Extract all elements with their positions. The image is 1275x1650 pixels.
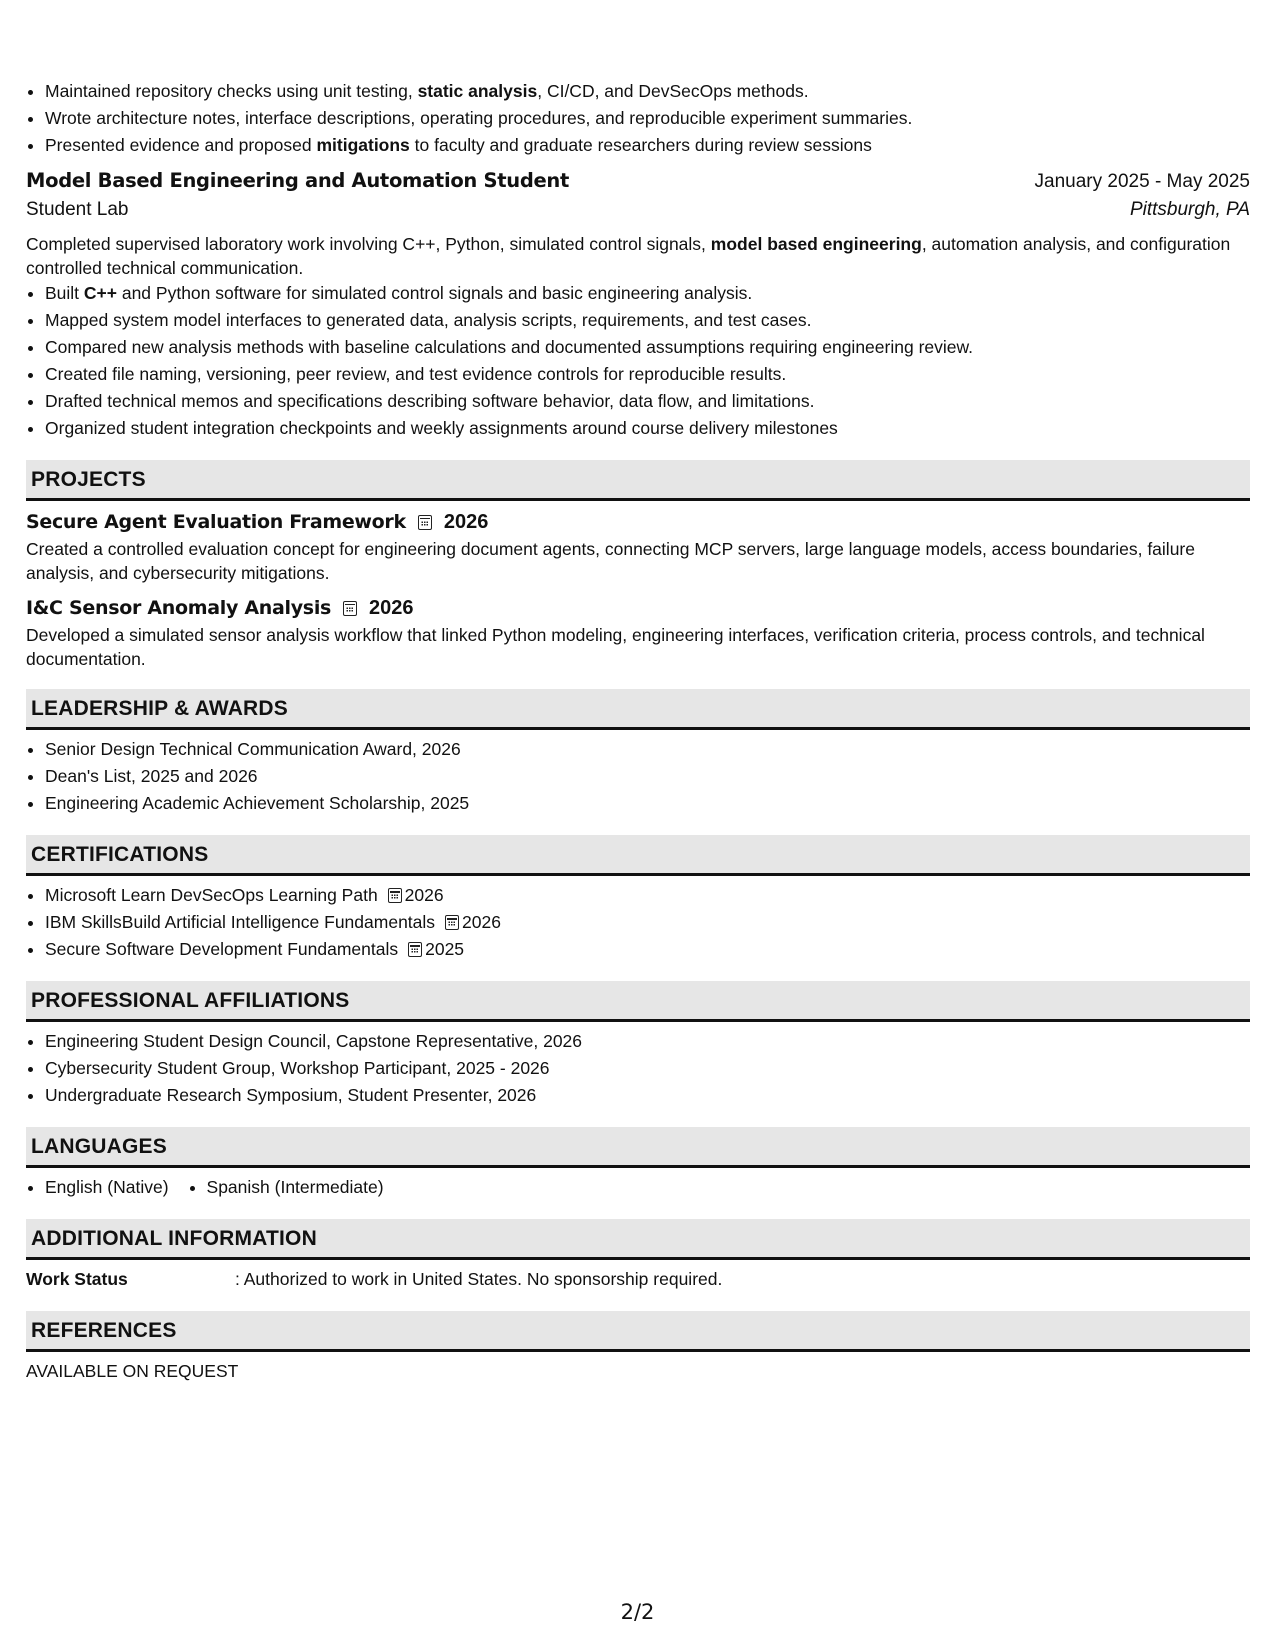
list-item: • Mapped system model interfaces to generated data, analysis scripts, requirements, and test cases. [45,307,1250,334]
job-header [26,167,1250,195]
job-organization: Student Lab [26,199,129,220]
languages-heading: LANGUAGES [26,1127,1250,1168]
list-item: • Cybersecurity Student Group, Workshop Participant, 2025 - 2026 [45,1055,1250,1082]
calendar-icon [388,888,402,903]
references-heading: REFERENCES [26,1311,1250,1352]
work-status-row [26,1266,1250,1293]
work-status-label: Work Status [26,1269,128,1289]
job-location: Pittsburgh, PA [1129,199,1250,220]
resume-page [26,78,1250,1385]
list-item: • Organized student integration checkpoints and weekly assignments around course delivery milestones [45,415,1250,442]
calendar-icon [408,942,422,957]
list-item: • Spanish (Intermediate) [207,1174,384,1201]
project-title: I&C Sensor Anomaly Analysis 2026 [26,593,1250,623]
affiliations-heading: PROFESSIONAL AFFILIATIONS [26,981,1250,1022]
list-item: • Undergraduate Research Symposium, Student Presenter, 2026 [45,1082,1250,1109]
languages-list [26,1174,1250,1201]
list-item: • Microsoft Learn DevSecOps Learning Path 2026 [45,882,1250,909]
project-year: 2026 [443,511,489,533]
job-title: Model Based Engineering and Automation Student [26,169,570,192]
projects-heading: PROJECTS [26,460,1250,501]
additional-info-heading: ADDITIONAL INFORMATION [26,1219,1250,1260]
project-year: 2026 [369,597,414,619]
list-item: • Maintained repository checks using unit testing, static analysis, CI/CD, and DevSecOps methods. [45,78,1250,105]
list-item: • Engineering Student Design Council, Capstone Representative, 2026 [45,1028,1250,1055]
list-item: • Senior Design Technical Communication Award, 2026 [45,736,1250,763]
list-item: • Built C++ and Python software for simulated control signals and basic engineering analysis. [45,280,1250,307]
leadership-heading: LEADERSHIP & AWARDS [26,689,1250,730]
job-description: Completed supervised laboratory work involving C++, Python, simulated control signals, model based engineering, automation analysis, and configuration controlled technical communication. [26,234,1231,278]
certifications-heading: CERTIFICATIONS [26,835,1250,876]
affiliations-list [26,1028,1250,1109]
project-title: Secure Agent Evaluation Framework 2026 [26,507,1250,537]
top-bullet-list [26,78,1250,159]
project-description: Developed a simulated sensor analysis workflow that linked Python modeling, engineering interfaces, verification criteria, process controls, and technical documentation. [26,625,1205,669]
list-item: • Drafted technical memos and specifications describing software behavior, data flow, and limitations. [45,388,1250,415]
list-item: • Wrote architecture notes, interface descriptions, operating procedures, and reproducible experiment summaries. [45,105,1250,132]
calendar-icon [445,915,459,930]
list-item: • Dean's List, 2025 and 2026 [45,763,1250,790]
calendar-icon [418,515,432,530]
job-bullet-list [26,280,1250,442]
list-item: • IBM SkillsBuild Artificial Intelligence Fundamentals 2026 [45,909,1250,936]
work-status-value: : Authorized to work in United States. No sponsorship required. [235,1269,723,1289]
list-item: • Engineering Academic Achievement Scholarship, 2025 [45,790,1250,817]
list-item: • Compared new analysis methods with baseline calculations and documented assumptions requiring engineering review. [45,334,1250,361]
job-dates: January 2025 - May 2025 [1034,171,1250,192]
list-item: • Secure Software Development Fundamentals 2025 [45,936,1250,963]
page-number: 2/2 [620,1600,655,1624]
job-subheader [26,195,1250,225]
project-description: Created a controlled evaluation concept for engineering document agents, connecting MCP servers, large language models, access boundaries, failure analysis, and cybersecurity mitigations. [26,539,1195,583]
list-item: • English (Native) [45,1174,169,1201]
list-item: • Presented evidence and proposed mitigations to faculty and graduate researchers during review sessions [45,132,1250,159]
list-item: • Created file naming, versioning, peer review, and test evidence controls for reproducible results. [45,361,1250,388]
certifications-list [26,882,1250,963]
references-text: AVAILABLE ON REQUEST [26,1361,239,1381]
calendar-icon [343,601,357,616]
leadership-list [26,736,1250,817]
